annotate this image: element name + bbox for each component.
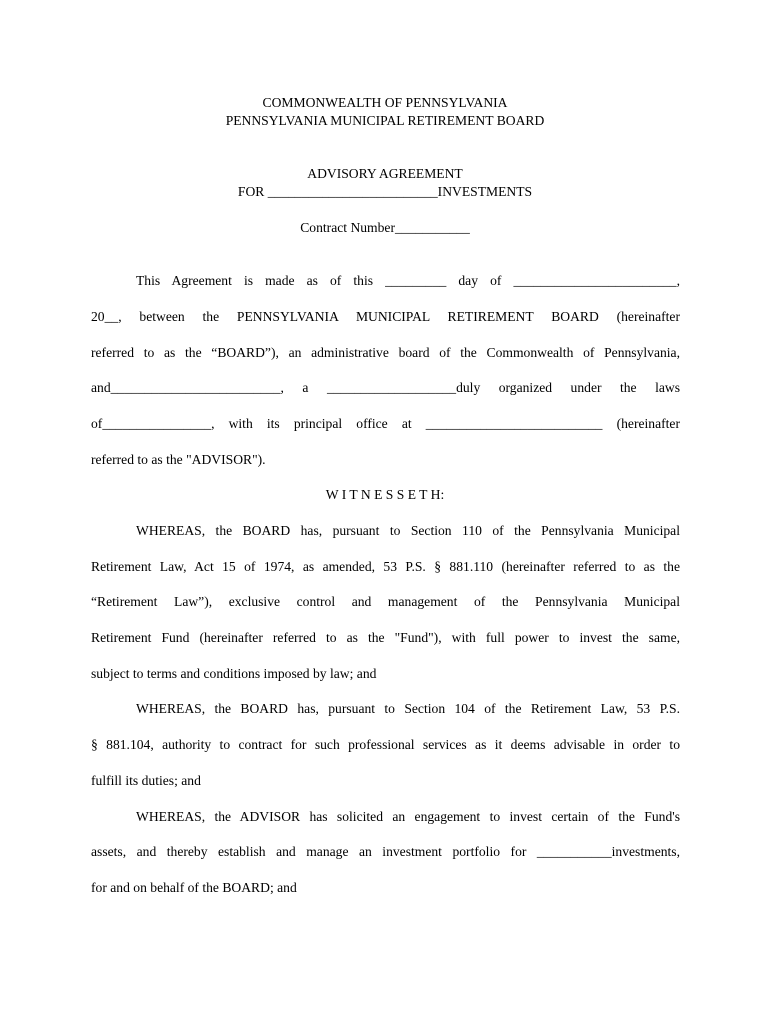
title-line-2: FOR _________________________INVESTMENTS <box>237 184 533 199</box>
whereas1-line-5: subject to terms and conditions imposed by law; and <box>91 666 377 681</box>
whereas2-line-3: fulfill its duties; and <box>91 773 201 788</box>
whereas1-line-2: Retirement Law, Act 15 of 1974, as amended, 53 P.S. § 881.110 (hereinafter referred to as the <box>91 559 680 574</box>
header-line-2: PENNSYLVANIA MUNICIPAL RETIREMENT BOARD <box>225 113 545 128</box>
intro-line-2: 20__, between the PENNSYLVANIA MUNICIPAL RETIREMENT BOARD (hereinafter <box>91 309 680 324</box>
intro-line-5: of________________, with its principal office at __________________________ (hereinafter <box>91 416 680 431</box>
contract-number: Contract Number___________ <box>300 220 470 235</box>
whereas2-line-2: § 881.104, authority to contract for such professional services as it deems advisable in order to <box>91 737 680 752</box>
header-line-1: COMMONWEALTH OF PENNSYLVANIA <box>262 95 508 110</box>
whereas2-line-1: WHEREAS, the BOARD has, pursuant to Section 104 of the Retirement Law, 53 P.S. <box>136 701 680 716</box>
whereas3-line-2: assets, and thereby establish and manage an investment portfolio for ___________investments, <box>91 844 680 859</box>
witnesseth-heading: W I T N E S S E T H: <box>325 487 445 502</box>
title-line-1: ADVISORY AGREEMENT <box>307 166 463 181</box>
whereas3-line-3: for and on behalf of the BOARD; and <box>91 880 297 895</box>
whereas3-line-1: WHEREAS, the ADVISOR has solicited an engagement to invest certain of the Fund's <box>136 809 680 824</box>
whereas1-line-1: WHEREAS, the BOARD has, pursuant to Section 110 of the Pennsylvania Municipal <box>136 523 680 538</box>
intro-line-6: referred to as the "ADVISOR"). <box>91 452 266 467</box>
whereas1-line-4: Retirement Fund (hereinafter referred to as the "Fund"), with full power to invest the same, <box>91 630 680 645</box>
intro-line-3: referred to as the “BOARD”), an administrative board of the Commonwealth of Pennsylvania, <box>91 345 680 360</box>
intro-line-4: and_________________________, a ___________________duly organized under the laws <box>91 380 680 395</box>
whereas1-line-3: “Retirement Law”), exclusive control and management of the Pennsylvania Municipal <box>91 594 680 609</box>
intro-line-1: This Agreement is made as of this _________ day of ________________________, <box>136 273 680 288</box>
